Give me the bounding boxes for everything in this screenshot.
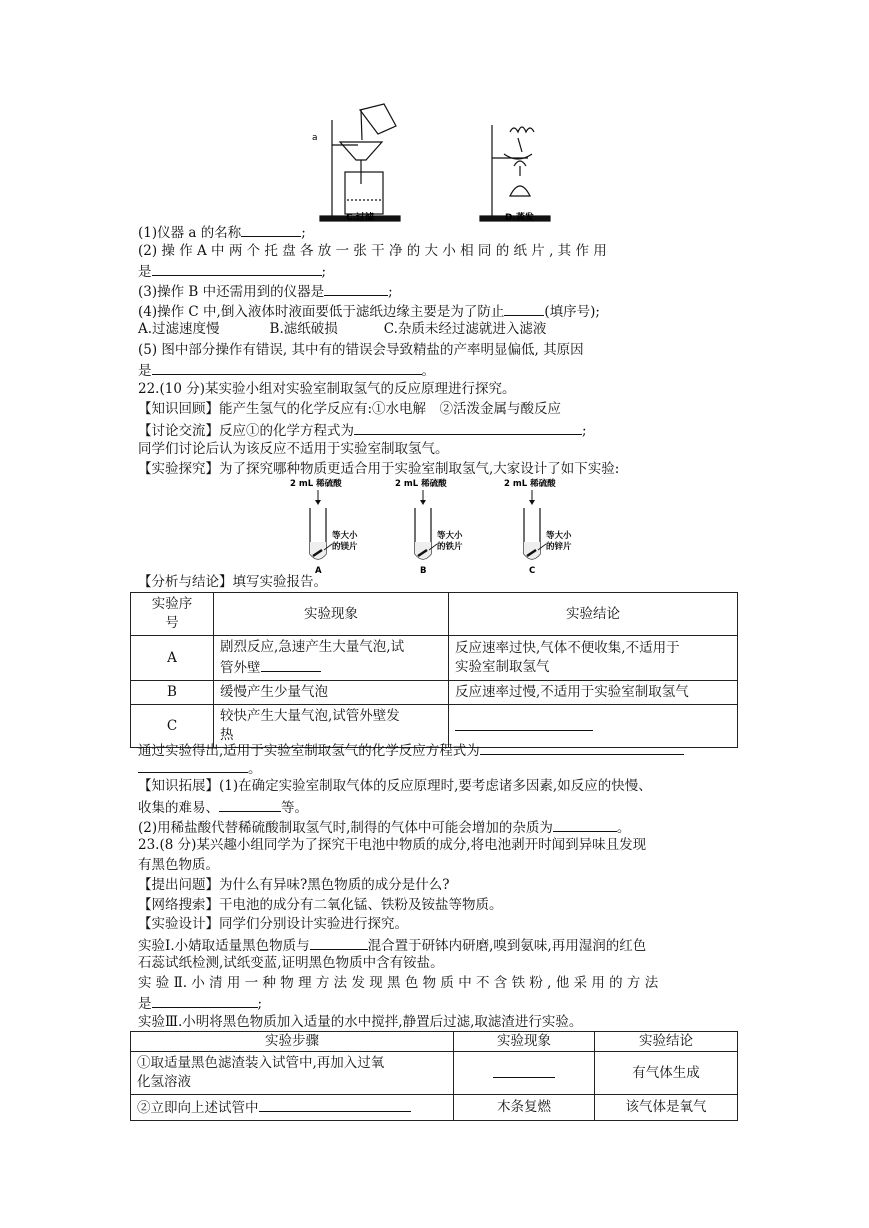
table-header: 实验步骤 [131,1032,454,1052]
acid-label: 2 mL 稀硫酸 [290,479,342,489]
acid-label: 2 mL 稀硫酸 [395,479,447,489]
table-cell-step: ②立即向上述试管中 [131,1095,454,1121]
q21-line5b: 是 。 [138,360,435,381]
q21-line3: (3)操作 B 中还需用到的仪器是 ; [138,281,393,302]
q23-exp1a: 实验Ⅰ.小婧取适量黑色物质与 混合置于研钵内研磨,嗅到氨味,再用湿润的红色 [138,935,646,956]
tube-id-label: A [315,566,322,576]
metal-label: 的锌片 [546,542,572,552]
q22-review: 【知识回顾】能产生氢气的化学反应有:①水电解 ②活泼金属与酸反应 [138,401,562,417]
table-header: 实验结论 [595,1032,738,1052]
q22-result: 通过实验得出,适用于实验室制取氢气的化学反应方程式为 [138,740,684,761]
q23-experiment-table [130,1031,738,1121]
table-cell-conclusion: 反应速率过慢,不适用于实验室制取氢气 [449,681,738,705]
q22-title: 22.(10 分)某实验小组对实验室制取氢气的反应原理进行探究。 [138,381,516,397]
metal-label: 的铁片 [437,542,463,552]
q21-line5a: (5) 图中部分操作有错误, 其中有的错误会导致精盐的产率明显偏低, 其原因 [138,342,584,358]
table-cell-phenomenon: 缓慢产生少量气泡 [214,681,449,705]
q22-conclude: 同学们讨论后认为该反应不适用于实验室制取氢气。 [138,441,449,457]
table-header: 实验结论 [449,593,738,636]
test-tube-B [395,478,463,576]
q23-question: 【提出问题】为什么有异味?黑色物质的成分是什么? [138,877,450,893]
table-cell-step: ①取适量黑色滤渣装入试管中,再加入过氧 化氢溶液 [131,1052,454,1095]
filter-label: C.过滤 [346,213,375,223]
q21-line4: (4)操作 C 中,倒入液体时液面要低于滤纸边缘主要是为了防止 (填序号); [138,301,600,322]
table-cell-id: C [131,705,214,748]
evaporate-label: D.蒸发 [505,213,534,223]
q22-ext2: (2)用稀盐酸代替稀硫酸制取氢气时,制得的气体中可能会增加的杂质为 。 [138,817,630,838]
q21-options: A.过滤速度慢 B.滤纸破损 C.杂质未经过滤就进入滤液 [138,321,547,337]
q23-title2: 有黑色物质。 [138,857,219,873]
q23-exp1b: 石蕊试纸检测,试纸变蓝,证明黑色物质中含有铵盐。 [138,955,444,971]
table-header: 实验现象 [454,1032,595,1052]
table-cell-conclusion: 该气体是氧气 [595,1095,738,1121]
metal-label: 等大小 [437,531,463,541]
table-cell-phenomenon: 剧烈反应,急速产生大量气泡,试 管外壁 [214,636,449,681]
q21-line1: (1)仪器 a 的名称 ; [138,222,306,243]
tube-id-label: B [420,566,427,576]
q22-discuss: 【讨论交流】反应①的化学方程式为 ; [138,420,587,441]
test-tube-C [504,478,572,576]
q23-exp2b: 是 ; [138,993,262,1014]
q22-ext1a: 【知识拓展】(1)在确定实验室制取气体的反应原理时,要考虑诸多因素,如反应的快慢、 [138,778,652,794]
metal-label: 的镁片 [332,542,358,552]
acid-label: 2 mL 稀硫酸 [504,479,556,489]
table-cell-id: A [131,636,214,681]
q23-design: 【实验设计】同学们分别设计实验进行探究。 [138,916,408,932]
q21-line2b: 是 ; [138,261,326,282]
test-tubes-figure [280,478,600,576]
label-a: a [312,133,318,143]
table-cell-conclusion: 有气体生成 [595,1052,738,1095]
tube-id-label: C [529,566,536,576]
filtration-evaporation-figure [300,100,600,225]
metal-label: 等大小 [332,531,358,541]
table-cell-id: B [131,681,214,705]
q23-exp2a: 实 验 Ⅱ. 小 清 用 一 种 物 理 方 法 发 现 黑 色 物 质 中 不 含 铁 粉 , 他 采 用 的 方 法 [138,975,659,991]
q22-ext1b: 收集的难易、 等。 [138,797,308,818]
test-tube-A [290,478,358,576]
q22-report-table [130,592,738,748]
q22-result-cont: 。 [138,758,262,779]
metal-label: 等大小 [546,531,572,541]
q23-exp3: 实验Ⅲ.小明将黑色物质加入适量的水中搅拌,静置后过滤,取滤渣进行实验。 [138,1014,583,1030]
table-cell-phenomenon: 较快产生大量气泡,试管外壁发 热 [214,705,449,748]
q22-explore: 【实验探究】为了探究哪种物质更适合用于实验室制取氢气,大家设计了如下实验: [138,461,620,477]
q21-line2a: (2) 操 作 A 中 两 个 托 盘 各 放 一 张 干 净 的 大 小 相 同 的 纸 片 , 其 作 用 [138,243,607,259]
table-cell-phenomenon: 木条复燃 [454,1095,595,1121]
q23-search: 【网络搜索】干电池的成分有二氧化锰、铁粉及铵盐等物质。 [138,897,503,913]
table-header: 实验序 号 [131,593,214,636]
q23-title: 23.(8 分)某兴趣小组同学为了探究干电池中物质的成分,将电池剥开时闻到异味且发现 [138,837,647,853]
table-cell-phenomenon [454,1052,595,1095]
q22-analysis: 【分析与结论】填写实验报告。 [138,574,327,590]
table-cell-conclusion: 反应速率过快,气体不便收集,不适用于 实验室制取氢气 [449,636,738,681]
table-header: 实验现象 [214,593,449,636]
